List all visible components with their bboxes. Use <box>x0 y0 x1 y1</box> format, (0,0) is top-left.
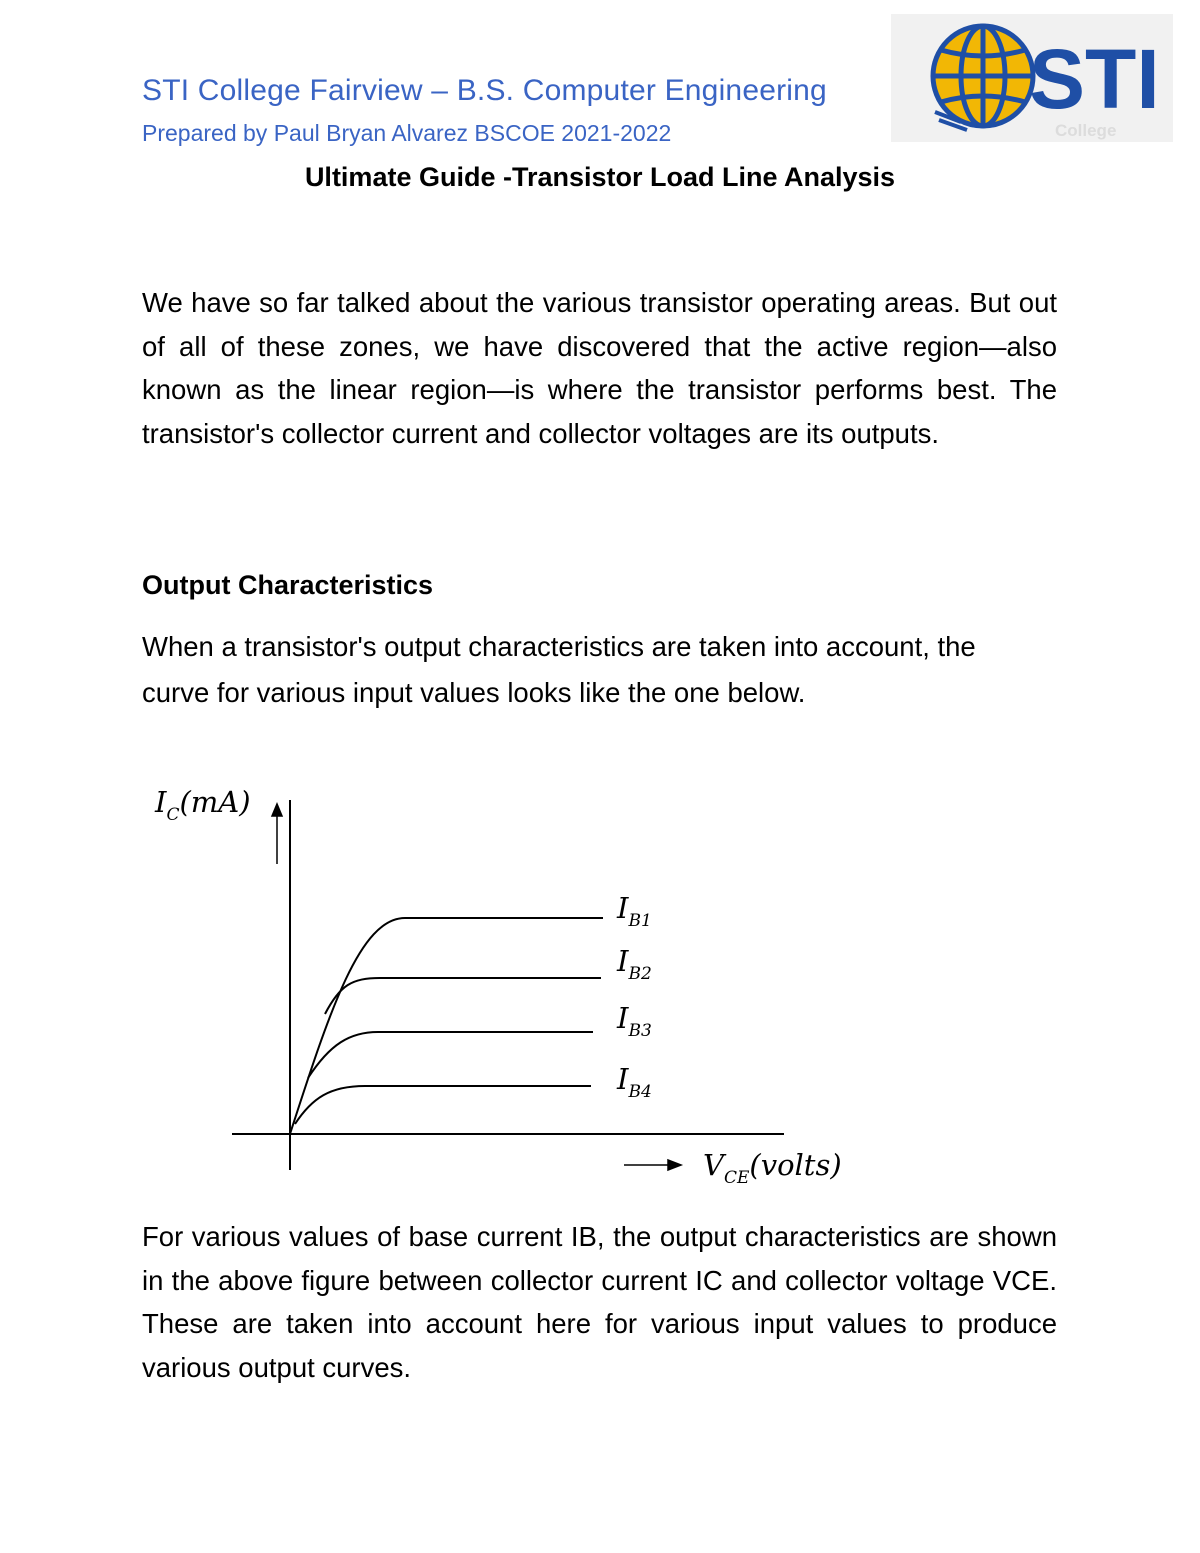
label-ib3: $I_{B3}$ <box>617 1001 652 1041</box>
logo-subtext: College <box>1055 121 1117 140</box>
section-heading: Output Characteristics <box>142 570 434 600</box>
curve-ib1 <box>290 918 603 1134</box>
label-ib4: $I_{B4}$ <box>617 1062 652 1102</box>
document-title: Ultimate Guide -Transistor Load Line Analysis <box>304 162 896 192</box>
logo-wordmark: STI <box>1029 32 1160 126</box>
curve-ib3 <box>308 1032 593 1078</box>
x-axis-label: $V_{CE}(volts)$ <box>703 1148 842 1188</box>
intro-paragraph: We have so far talked about the various transistor operating areas. But out of all of these zones, we have discovered that the active region—also known as the linear region—is where the transistor performs best. The transistor's collector current and collector voltages are its outputs. <box>142 287 1057 449</box>
section-paragraph: When a transistor's output characteristics are taken into account, the curve for various input values looks like the one below. <box>142 631 976 708</box>
curve-ib2 <box>325 978 601 1014</box>
prepared-by-line: Prepared by Paul Bryan Alvarez BSCOE 2021-2022 <box>142 120 672 146</box>
curve-ib4 <box>295 1086 591 1124</box>
x-axis-arrow <box>624 1160 681 1170</box>
closing-paragraph: For various values of base current IB, the output characteristics are shown in the above figure between collector current IC and collector voltage VCE. These are taken into account here for various input values to produce various output curves. <box>142 1221 1057 1383</box>
y-axis-label: $I_C(mA)$ <box>155 785 251 825</box>
y-axis-arrow <box>272 804 282 864</box>
label-ib2: $I_{B2}$ <box>617 944 652 984</box>
label-ib1: $I_{B1}$ <box>617 891 652 931</box>
institution-line: STI College Fairview – B.S. Computer Engineering <box>142 74 827 107</box>
